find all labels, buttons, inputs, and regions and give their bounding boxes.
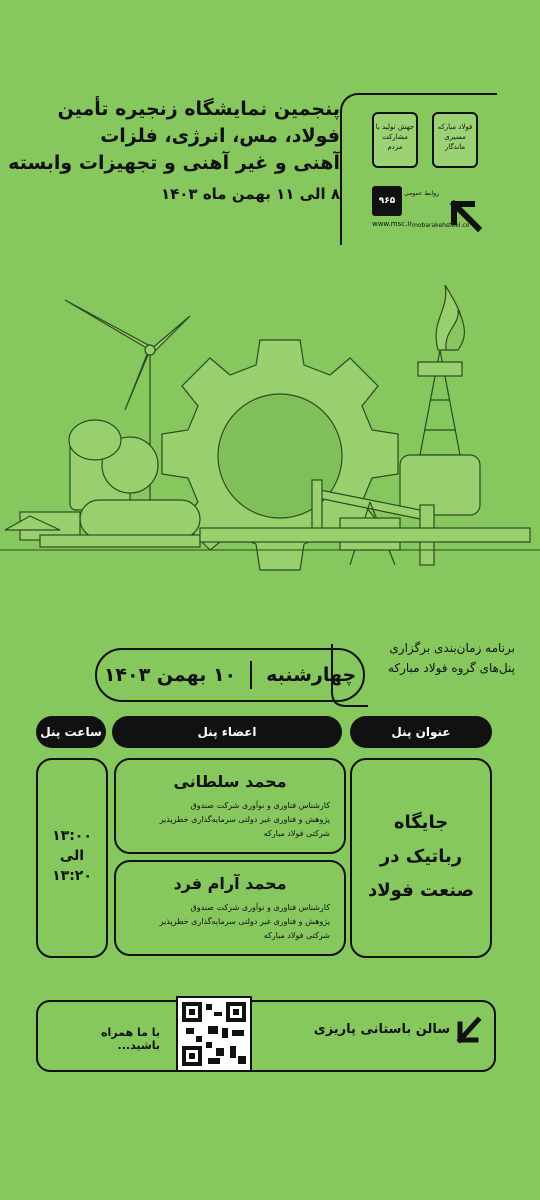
member-name-2: محمد آرام فرد	[173, 874, 287, 893]
time-range	[38, 826, 106, 886]
schedule-day-pill	[95, 648, 365, 702]
member-role-1-line-1: کارشناس فناوری و نوآوری شرکت صندوق	[190, 801, 330, 810]
member-name-1: محمد سلطانی	[173, 772, 287, 791]
schedule-day: چهارشنبه	[266, 664, 357, 686]
arrow-up-left-icon	[446, 196, 486, 236]
brand-logo: ۹۶۵	[372, 186, 402, 216]
qr-code-icon	[176, 996, 252, 1072]
event-title-line-1: پنجمین نمایشگاه زنجیره تأمین	[57, 98, 340, 120]
venue-name: سالن باستانی پاریزی	[313, 1022, 450, 1037]
member-card-2	[114, 860, 346, 956]
panel-title-line-1: جایگاه	[393, 812, 449, 833]
member-role-1-line-2: پژوهش و فناوری غیر دولتی سرمایه‌گذاری خطرپذیر	[159, 815, 330, 824]
column-header-members: اعضاء پنل	[112, 716, 342, 748]
event-title-line-3: آهنی و غیر آهنی و تجهیزات وابسته	[8, 152, 340, 174]
panel-title	[352, 806, 490, 908]
tagline: با ما همراه باشید...	[101, 1026, 160, 1052]
schedule-intro-line-2: پنل‌های گروه فولاد مبارکه	[387, 661, 515, 675]
panel-title-line-3: صنعت فولاد	[368, 880, 474, 901]
logo-left: جهش تولید با مشارکت مردم	[372, 112, 418, 168]
panel-title-cell	[350, 758, 492, 958]
schedule-intro-line-1: برنامه زمان‌بندی برگزاری	[389, 641, 515, 655]
time-end: ۱۳:۲۰	[52, 868, 92, 884]
event-title-line-2: فولاد، مس، انرژی، فلزات	[100, 125, 340, 147]
logo-right: فولاد مبارکه مسیری ماندگار	[432, 112, 478, 168]
member-card-1	[114, 758, 346, 854]
panel-title-line-2: رباتیک در	[379, 846, 463, 867]
member-role-1-line-3: شرکتی فولاد مبارکه	[263, 829, 330, 838]
arrow-down-left-icon	[452, 1014, 486, 1048]
schedule-date: ۱۰ بهمن ۱۴۰۳	[103, 664, 237, 686]
brand-caption: روابط عمومی	[404, 190, 440, 197]
column-header-time: ساعت پنل	[36, 716, 106, 748]
industrial-illustration	[0, 280, 540, 600]
column-header-title: عنوان پنل	[350, 716, 492, 748]
website-1: www.msc.ir	[372, 220, 413, 228]
time-cell	[36, 758, 108, 958]
event-date-range: ۸ الی ۱۱ بهمن ماه ۱۴۰۳	[160, 185, 340, 203]
schedule-day-separator	[250, 661, 252, 689]
event-title-block	[10, 96, 340, 203]
member-role-2-line-1: کارشناس فناوری و نوآوری شرکت صندوق	[190, 903, 330, 912]
time-separator: الی	[59, 848, 85, 864]
member-role-2-line-3: شرکتی فولاد مبارکه	[263, 931, 330, 940]
member-role-2-line-2: پژوهش و فناوری غیر دولتی سرمایه‌گذاری خطرپذیر	[159, 917, 330, 926]
website-2: mobarakehsteel.co	[412, 222, 470, 229]
time-start: ۱۳:۰۰	[52, 828, 92, 844]
